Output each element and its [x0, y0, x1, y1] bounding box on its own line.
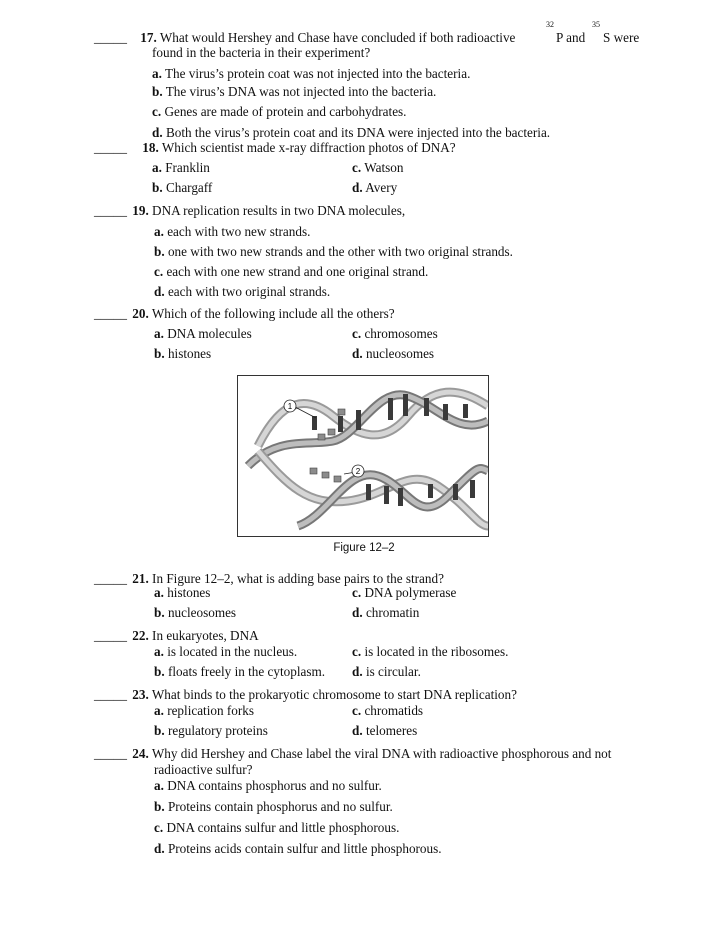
question-text: In Figure 12–2, what is adding base pairs to the strand?: [152, 571, 444, 586]
choice-b: b. one with two new strands and the other with two original strands.: [154, 244, 513, 259]
question-text-part: P and: [556, 30, 586, 45]
choice-c: c. is located in the ribosomes.: [352, 644, 509, 659]
question-text: Which of the following include all the others?: [151, 306, 395, 321]
choice-b: b. Proteins contain phosphorus and no sulfur.: [154, 799, 393, 814]
choice-b: b. floats freely in the cytoplasm.: [154, 664, 326, 679]
answer-blank[interactable]: _____: [94, 140, 127, 155]
answer-blank[interactable]: _____: [94, 746, 127, 761]
question-number: 23.: [132, 687, 149, 702]
choice-a: a. replication forks: [154, 703, 254, 718]
answer-blank[interactable]: _____: [94, 687, 127, 702]
question-number: 24.: [132, 746, 149, 761]
choice-a: a. is located in the nucleus.: [154, 644, 298, 659]
choice-d: d. Avery: [352, 180, 398, 195]
choice-a: a. Franklin: [152, 160, 210, 175]
choice-b: b. nucleosomes: [154, 605, 237, 620]
choice-d: d. Proteins acids contain sulfur and little phosphorous.: [154, 841, 442, 856]
choice-c: c. Genes are made of protein and carbohydrates.: [152, 104, 407, 119]
callout-label-1: 1: [287, 402, 293, 411]
answer-blank[interactable]: _____: [94, 628, 127, 643]
choice-c: c. chromatids: [352, 703, 424, 718]
choice-c: c. each with one new strand and one original strand.: [154, 264, 429, 279]
choice-c: c. DNA polymerase: [352, 585, 457, 600]
choice-a: a. each with two new strands.: [154, 224, 311, 239]
choice-b: b. The virus’s DNA was not injected into the bacteria.: [152, 84, 437, 99]
question-text: Why did Hershey and Chase label the viral DNA with radioactive phosphorous and not: [151, 746, 612, 761]
answer-blank[interactable]: _____: [94, 306, 127, 321]
question-text: In eukaryotes, DNA: [152, 628, 259, 643]
question-23: [94, 687, 517, 703]
choice-d: d. telomeres: [352, 723, 418, 738]
question-text: DNA replication results in two DNA molecules,: [152, 203, 406, 218]
question-20: [94, 306, 395, 322]
choice-a: a. DNA molecules: [154, 326, 252, 341]
question-text-line2: radioactive sulfur?: [154, 762, 253, 777]
question-text: What binds to the prokaryotic chromosome to start DNA replication?: [151, 687, 517, 702]
question-text: What would Hershey and Chase have concluded if both radioactive: [159, 30, 516, 45]
answer-blank[interactable]: _____: [94, 203, 127, 218]
dna-helix-illustration: [238, 376, 488, 536]
choice-d: d. chromatin: [352, 605, 420, 620]
dna-replication-figure: [237, 375, 489, 537]
choice-c: c. chromosomes: [352, 326, 438, 341]
question-number: 21.: [132, 571, 149, 586]
question-number: 17.: [140, 30, 157, 45]
question-text-part: S were: [603, 30, 640, 45]
answer-blank[interactable]: _____: [94, 571, 127, 586]
choice-d: d. nucleosomes: [352, 346, 435, 361]
choice-a: a. The virus’s protein coat was not injected into the bacteria.: [152, 66, 471, 81]
question-text-line2: found in the bacteria in their experiment?: [152, 45, 371, 60]
superscript-35: 35: [592, 20, 600, 29]
question-number: 18.: [142, 140, 159, 155]
choice-b: b. regulatory proteins: [154, 723, 268, 738]
superscript-32: 32: [546, 20, 554, 29]
answer-blank[interactable]: _____: [94, 30, 127, 45]
callout-label-2: 2: [355, 467, 361, 476]
question-number: 22.: [132, 628, 149, 643]
choice-b: b. histones: [154, 346, 212, 361]
choice-d: d. Both the virus’s protein coat and its DNA were injected into the bacteria.: [152, 125, 551, 140]
choice-a: a. DNA contains phosphorus and no sulfur.: [154, 778, 382, 793]
question-24: [94, 746, 611, 762]
figure-caption: Figure 12–2: [333, 542, 395, 554]
question-number: 20.: [132, 306, 149, 321]
choice-b: b. Chargaff: [152, 180, 213, 195]
choice-d: d. is circular.: [352, 664, 421, 679]
question-number: 19.: [132, 203, 149, 218]
choice-c: c. Watson: [352, 160, 404, 175]
question-22: [94, 628, 259, 644]
question-19: [94, 203, 405, 219]
question-18: [94, 140, 456, 156]
choice-c: c. DNA contains sulfur and little phosphorous.: [154, 820, 400, 835]
question-17: [94, 30, 515, 46]
question-text: Which scientist made x-ray diffraction photos of DNA?: [161, 140, 456, 155]
choice-a: a. histones: [154, 585, 211, 600]
choice-d: d. each with two original strands.: [154, 284, 331, 299]
